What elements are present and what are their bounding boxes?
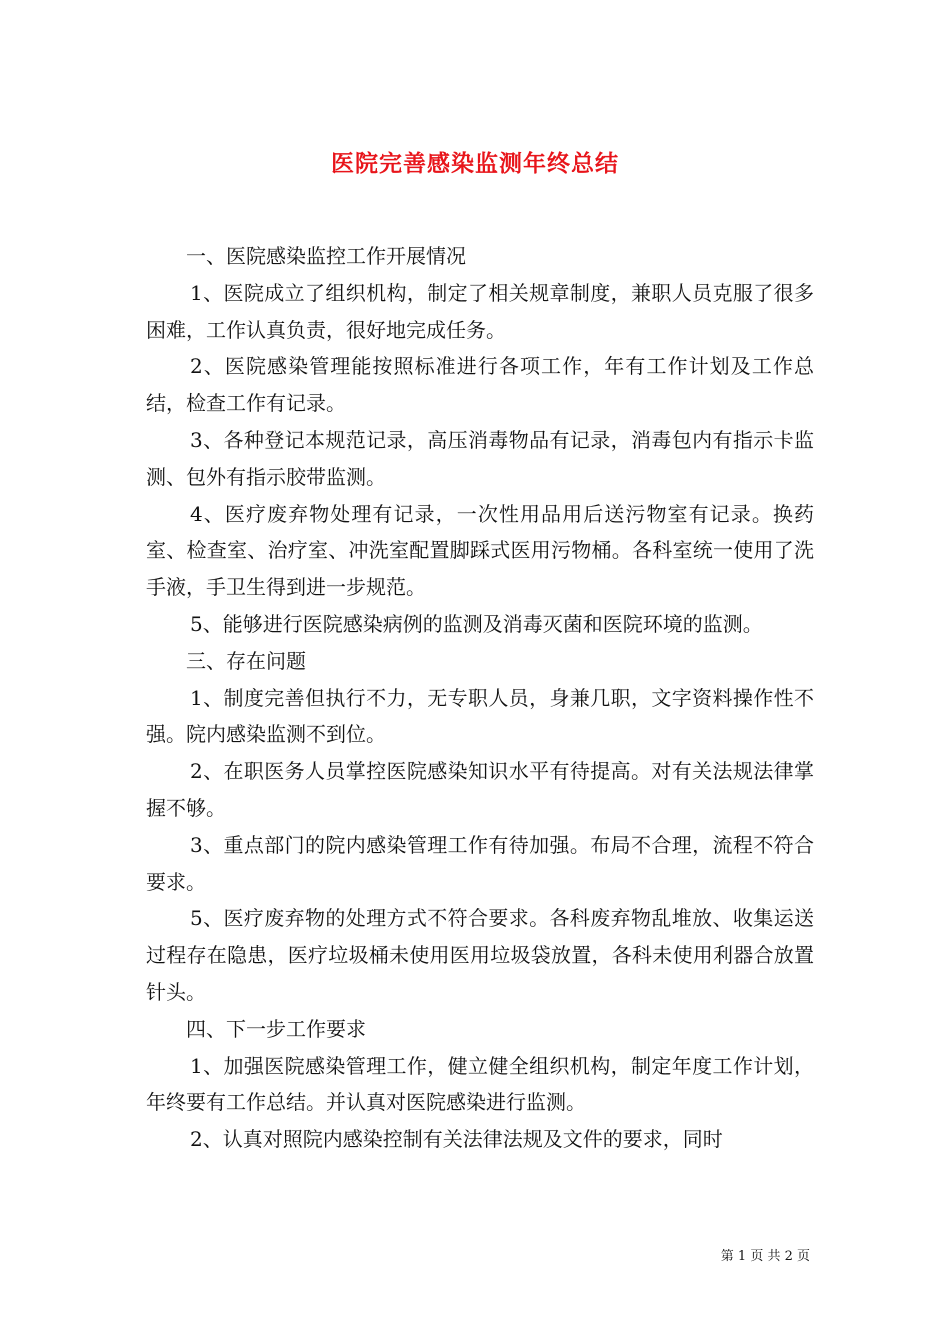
paragraph: 1、医院成立了组织机构，制定了相关规章制度，兼职人员克服了很多困难，工作认真负责，很好地完成任务。 bbox=[146, 280, 814, 342]
paragraph: 2、在职医务人员掌控医院感染知识水平有待提高。对有关法规法律掌握不够。 bbox=[146, 759, 814, 820]
paragraph: 3、重点部门的院内感染管理工作有待加强。布局不合理，流程不符合要求。 bbox=[146, 832, 814, 894]
paragraph: 1、制度完善但执行不力，无专职人员，身兼几职，文字资料操作性不强。院内感染监测不到位。 bbox=[146, 685, 814, 747]
page-title: 医院完善感染监测年终总结 bbox=[331, 150, 619, 178]
paragraph: 5、医疗废弃物的处理方式不符合要求。各科废弃物乱堆放、收集运送过程存在隐患，医疗垃圾桶未使用医用垃圾袋放置，各科未使用利器合放置针头。 bbox=[146, 906, 814, 1004]
paragraph: 1、加强医院感染管理工作，健立健全组织机构，制定年度工作计划，年终要有工作总结。并认真对医院感染进行监测。 bbox=[146, 1053, 814, 1115]
paragraph: 2、医院感染管理能按照标准进行各项工作，年有工作计划及工作总结，检查工作有记录。 bbox=[146, 354, 814, 416]
paragraph: 5、能够进行医院感染病例的监测及消毒灭菌和医院环境的监测。 bbox=[190, 611, 763, 636]
section-heading: 一、医院感染监控工作开展情况 bbox=[186, 244, 466, 268]
page-number-footer: 第 1 页 共 2 页 bbox=[720, 1249, 810, 1264]
paragraph: 3、各种登记本规范记录，高压消毒物品有记录，消毒包内有指示卡监测、包外有指示胶带监测。 bbox=[146, 427, 814, 489]
document-body bbox=[146, 238, 814, 1158]
section-heading: 四、下一步工作要求 bbox=[186, 1016, 366, 1041]
paragraph: 2、认真对照院内感染控制有关法律法规及文件的要求，同时 bbox=[190, 1127, 723, 1152]
paragraph: 4、医疗废弃物处理有记录，一次性用品用后送污物室有记录。换药室、检查室、治疗室、冲洗室配置脚踩式医用污物桶。各科室统一使用了洗手液，手卫生得到进一步规范。 bbox=[146, 501, 814, 600]
section-heading: 三、存在问题 bbox=[186, 648, 306, 673]
